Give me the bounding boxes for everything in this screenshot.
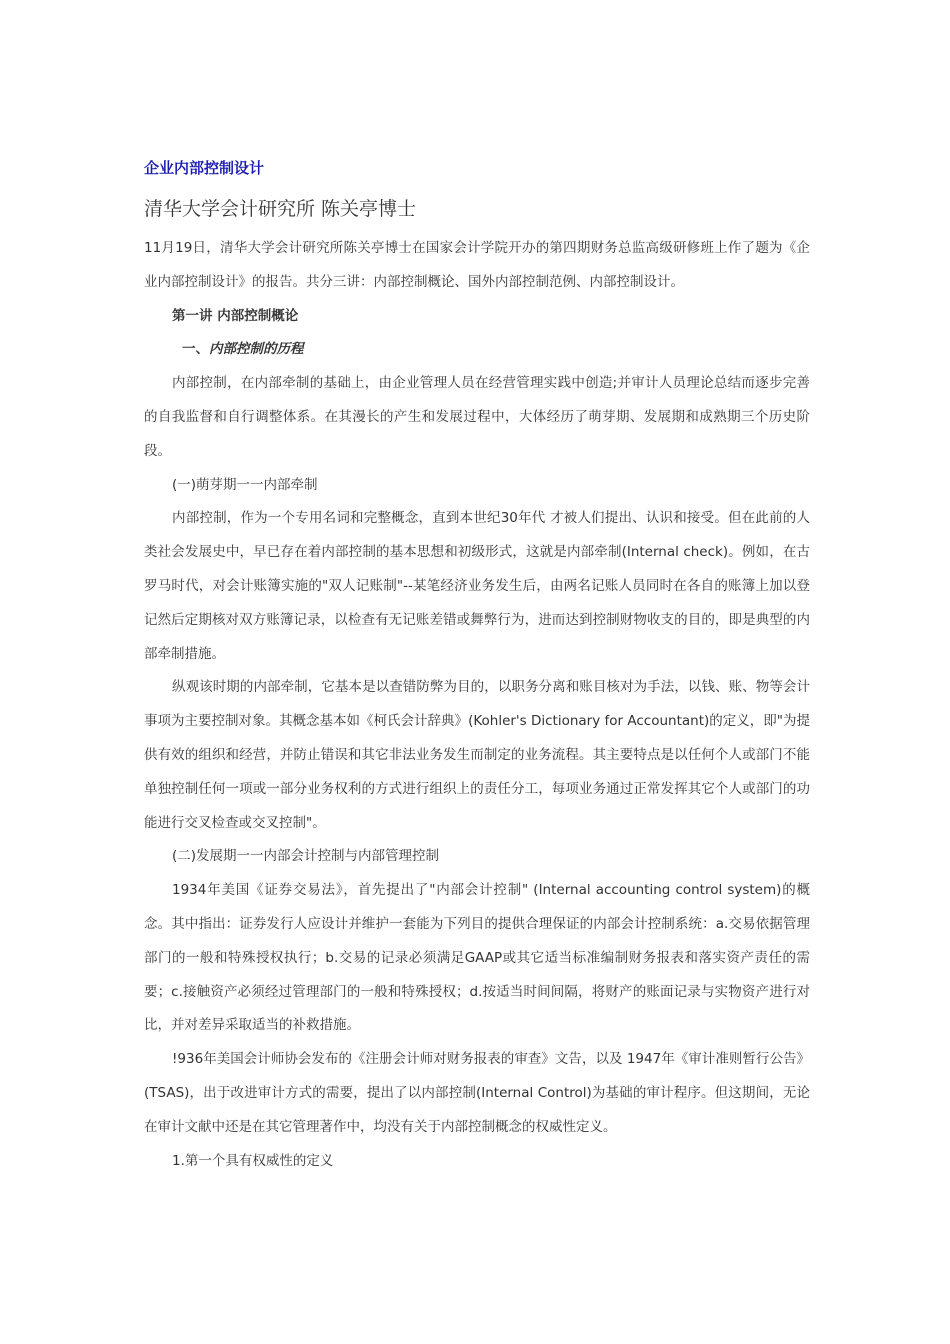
stage2-paragraph-a: 1934年美国《证券交易法》，首先提出了"内部会计控制" (Internal accounting control system)的概念。其中指出：证券发行人应设计并维护一套能为下列目的提供合理保证的内部会计控制系统：a.交易依据管理部门的一般和特殊授权执行；b.交易的记录必须满足GAAP或其它适当标准编制财务报表和落实资产责任的需要；c.接触资产必须经过管理部门的一般和特殊授权；d.按适当时间间隔，将财产的账面记录与实物资产进行对比，并对差异采取适当的补救措施。 [144, 882, 810, 1034]
stage1-paragraph-b: 纵观该时期的内部牵制，它基本是以查错防弊为目的，以职务分离和账目核对为手法，以钱、账、物等会计事项为主要控制对象。其概念基本如《柯氏会计辞典》(Kohler's Dictionary for Accountant)的定义，即"为提供有效的组织和经营，并防止错误和其它非法业务发生而制定的业务流程。其主要特点是以任何个人或部门不能单独控制任何一项或一部分业务权利的方式进行组织上的责任分工，每项业务通过正常发挥其它个人或部门的功能进行交叉检查或交叉控制"。 [144, 679, 810, 831]
lecture-heading: 第一讲 内部控制概论 [172, 307, 299, 324]
section-title: 内部控制的历程 [209, 341, 304, 358]
stage1-heading: (一)萌芽期一一内部牵制 [172, 476, 318, 493]
stage1-paragraph-a: 内部控制，作为一个专用名词和完整概念，直到本世纪30年代 才被人们提出、认识和接受。但在此前的人类社会发展史中，早已存在着内部控制的基本思想和初级形式，这就是内部牵制(Internal check)。例如，在古罗马时代，对会计账簿实施的"双人记账制"--某笔经济业务发生后，由两名记账人员同时在各自的账簿上加以登记然后定期核对双方账簿记录，以检查有无记账差错或舞弊行为，进而达到控制财物收支的目的，即是典型的内部牵制措施。 [144, 510, 810, 662]
stage2-paragraph-b: !936年美国会计师协会发布的《注册会计师对财务报表的审查》文告，以及 1947年《审计准则暂行公告》(TSAS)，出于改进审计方式的需要，提出了以内部控制(Internal Control)为基础的审计程序。但这期间，无论在审计文献中还是在其它管理著作中，均没有关于内部控制概念的权威性定义。 [144, 1051, 810, 1135]
document-subtitle: 清华大学会计研究所 陈关亭博士 [144, 198, 417, 220]
item-heading: 1.第一个具有权威性的定义 [172, 1152, 334, 1169]
stage2-heading: (二)发展期一一内部会计控制与内部管理控制 [172, 848, 440, 865]
definition-paragraph: 内部控制，在内部牵制的基础上，由企业管理人员在经营管理实践中创造;并审计人员理论总结而逐步完善的自我监督和自行调整体系。在其漫长的产生和发展过程中，大体经历了萌芽期、发展期和成熟期三个历史阶段。 [144, 375, 810, 459]
document-title: 企业内部控制设计 [144, 159, 265, 177]
intro-paragraph: 11月19日，清华大学会计研究所陈关亭博士在国家会计学院开办的第四期财务总监高级研修班上作了题为《企业内部控制设计》的报告。共分三讲：内部控制概论、国外内部控制范例、内部控制设计。 [144, 240, 810, 290]
section-heading [144, 333, 810, 367]
section-number: 一、 [182, 341, 209, 358]
